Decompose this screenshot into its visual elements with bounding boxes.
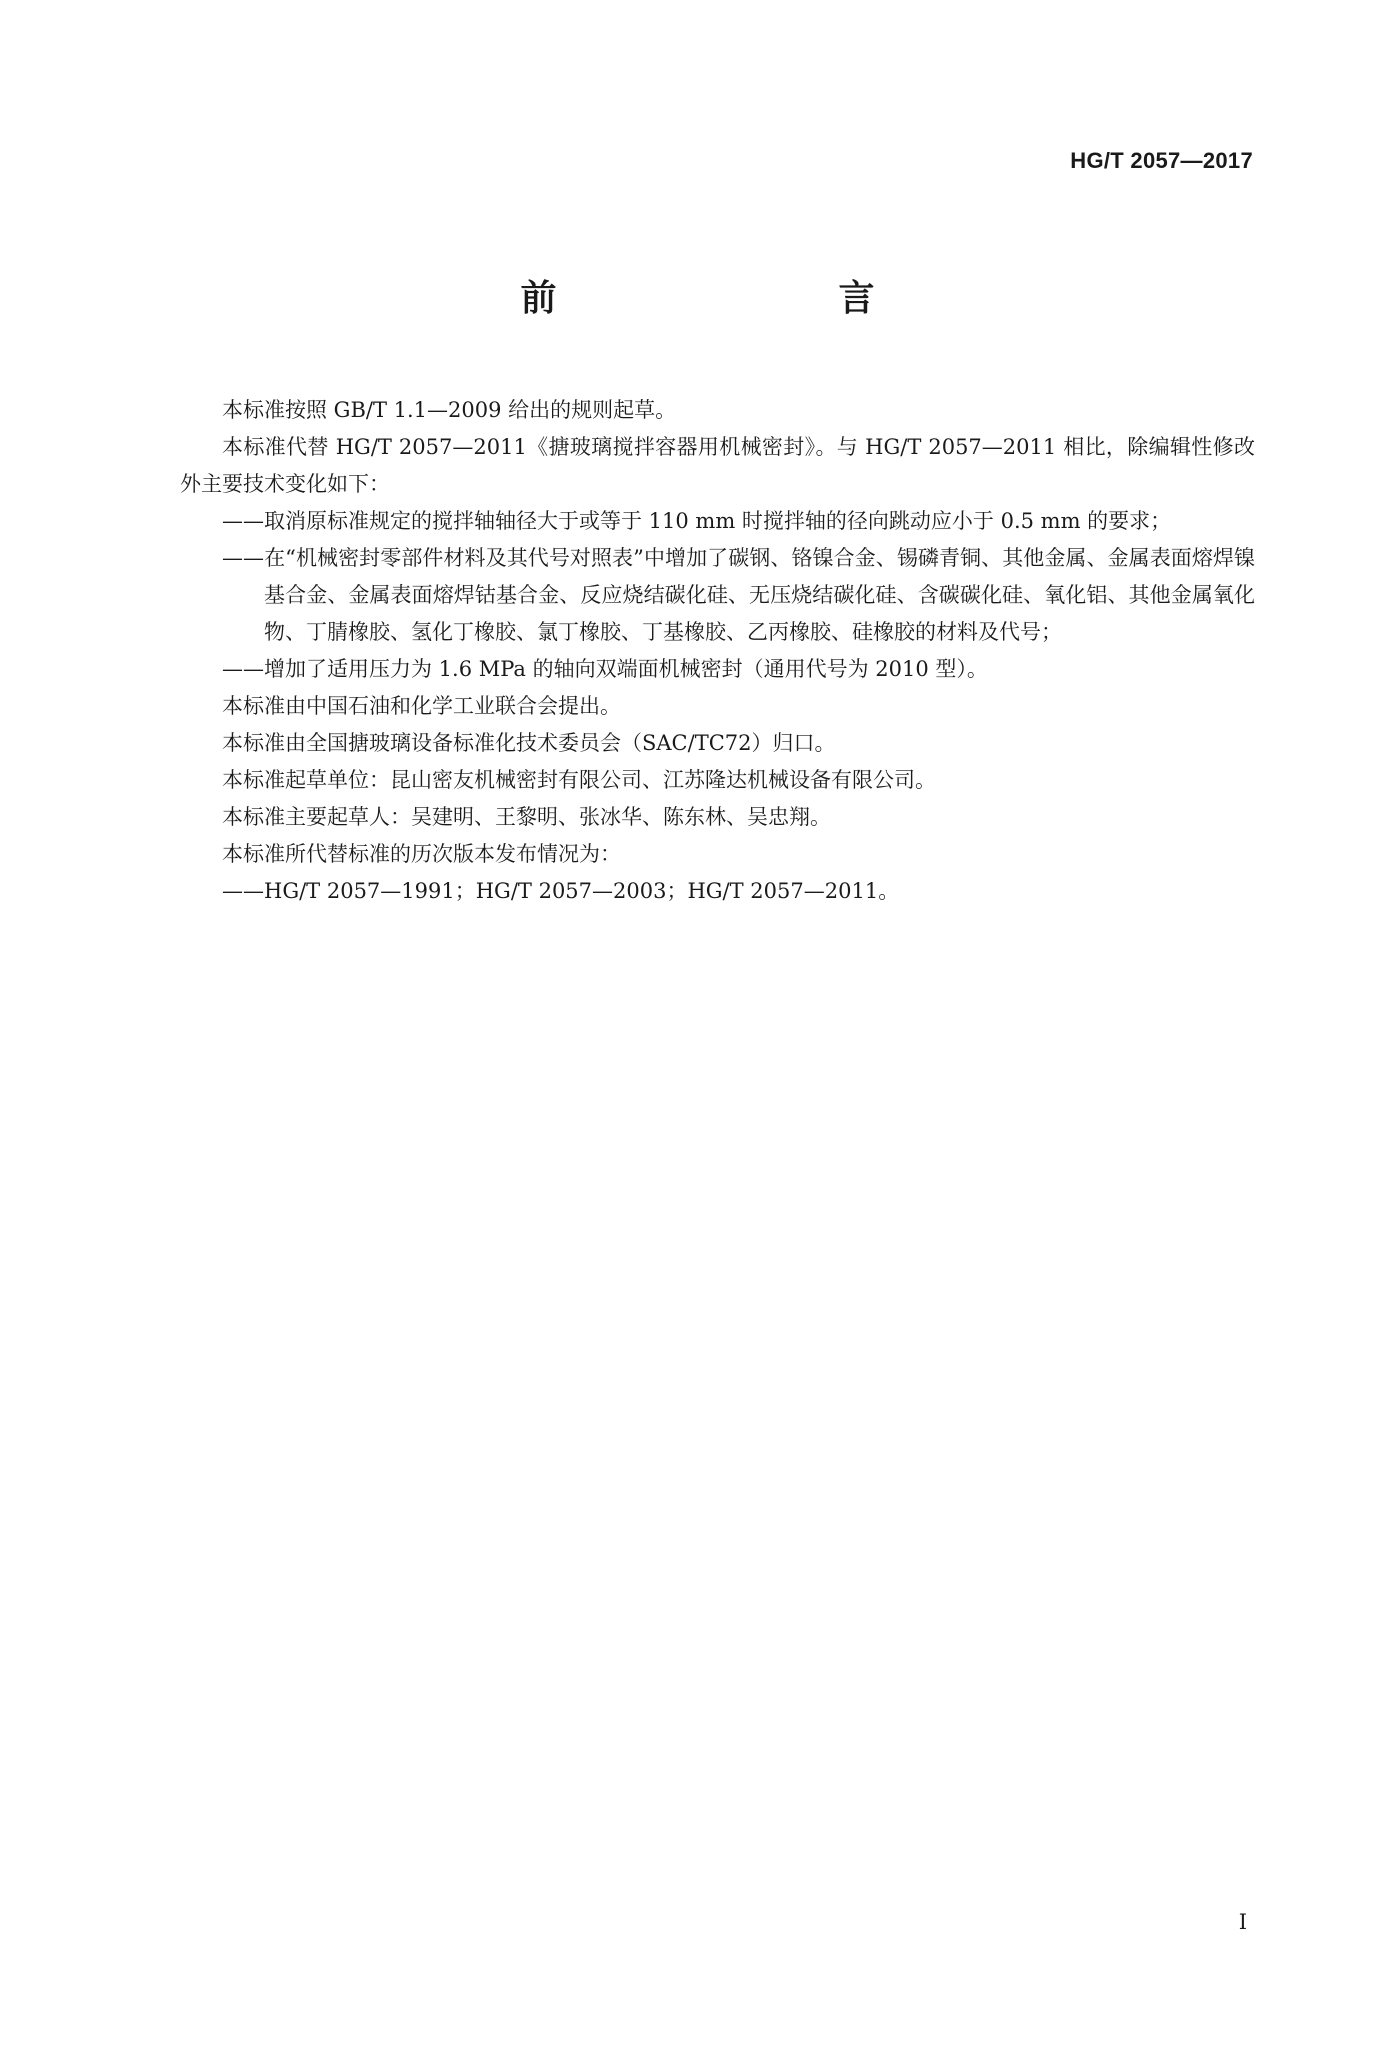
- foreword-body: [180, 392, 1255, 910]
- paragraph-drafters: 本标准主要起草人：吴建明、王黎明、张冰华、陈东林、吴忠翔。: [222, 805, 831, 829]
- paragraph-replacement: 本标准代替 HG/T 2057—2011《搪玻璃搅拌容器用机械密封》。与 HG/T 2057—2011 相比，除编辑性修改外主要技术变化如下：: [180, 435, 1255, 496]
- page-title: 前 言: [520, 278, 945, 319]
- list-item-version-history: ——HG/T 2057—1991；HG/T 2057—2003；HG/T 2057—2011。: [222, 879, 900, 903]
- list-item-change-1: ——取消原标准规定的搅拌轴轴径大于或等于 110 mm 时搅拌轴的径向跳动应小于 0.5 mm 的要求；: [222, 509, 1172, 533]
- paragraph-version-history-intro: 本标准所代替标准的历次版本发布情况为：: [222, 842, 621, 866]
- paragraph-drafting-rules: 本标准按照 GB/T 1.1—2009 给出的规则起草。: [222, 398, 677, 422]
- list-item-change-2: ——在“机械密封零部件材料及其代号对照表”中增加了碳钢、铬镍合金、锡磷青铜、其他金属、金属表面熔焊镍基合金、金属表面熔焊钴基合金、反应烧结碳化硅、无压烧结碳化硅、含碳碳化硅、氧化铝、其他金属氧化物、丁腈橡胶、氢化丁橡胶、氯丁橡胶、丁基橡胶、乙丙橡胶、硅橡胶的材料及代号；: [222, 546, 1255, 644]
- paragraph-proposed-by: 本标准由中国石油和化学工业联合会提出。: [222, 694, 621, 718]
- document-code: HG/T 2057—2017: [1070, 148, 1253, 173]
- list-item-change-3: ——增加了适用压力为 1.6 MPa 的轴向双端面机械密封（通用代号为 2010 型）。: [222, 657, 988, 681]
- page-number: I: [1238, 1910, 1247, 1934]
- paragraph-under-jurisdiction: 本标准由全国搪玻璃设备标准化技术委员会（SAC/TC72）归口。: [222, 731, 836, 755]
- paragraph-drafting-units: 本标准起草单位：昆山密友机械密封有限公司、江苏隆达机械设备有限公司。: [222, 768, 936, 792]
